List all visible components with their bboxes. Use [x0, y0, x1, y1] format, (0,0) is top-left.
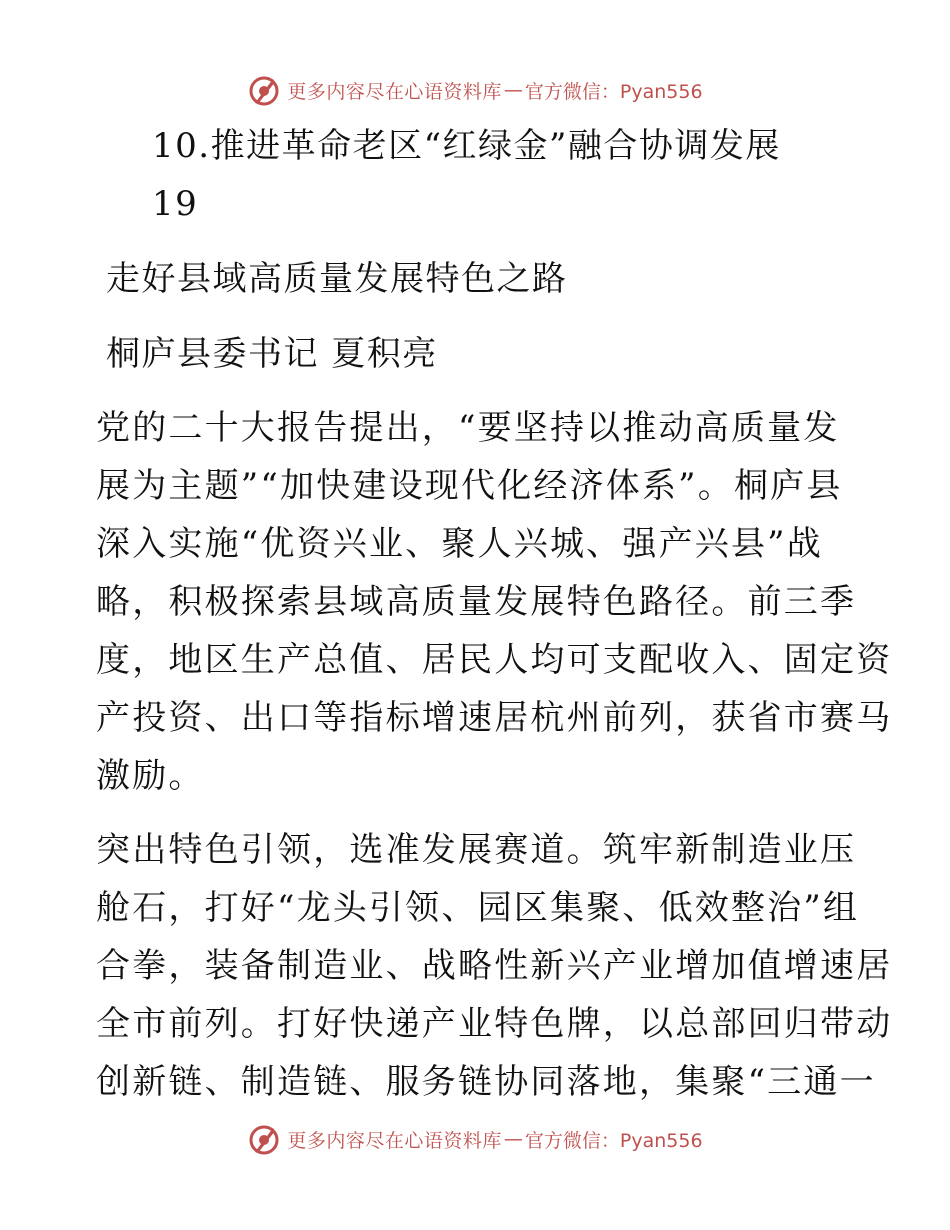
paragraph-line: 略，积极探索县域高质量发展特色路径。前三季: [96, 582, 857, 622]
paragraph-line: 突出特色引领，选准发展赛道。筑牢新制造业压: [96, 830, 857, 870]
paragraph-line: 激励。: [96, 756, 205, 796]
quill-logo-icon: [247, 73, 281, 107]
watermark-text: 更多内容尽在心语资料库: [287, 1129, 502, 1152]
watermark-header: [0, 70, 950, 110]
paragraph-line: 创新链、制造链、服务链协同落地，集聚“三通一: [96, 1062, 876, 1102]
watermark-wechat: 官方微信：Pyan556: [524, 80, 703, 103]
article-author: 桐庐县委书记 夏积亮: [106, 334, 438, 374]
paragraph-line: 产投资、出口等指标增速居杭州前列，获省市赛马: [96, 698, 893, 738]
watermark-footer: [0, 1119, 950, 1159]
watermark-dash: —: [503, 1128, 523, 1150]
paragraph-line: 度，地区生产总值、居民人均可支配收入、固定资: [96, 640, 893, 680]
toc-item-title: 10.推进革命老区“红绿金”融合协调发展: [152, 126, 781, 166]
watermark-dash: —: [503, 79, 523, 101]
paragraph-line: 全市前列。打好快递产业特色牌，以总部回归带动: [96, 1004, 893, 1044]
paragraph-line: 展为主题”“加快建设现代化经济体系”。桐庐县: [96, 466, 843, 506]
paragraph-line: 舱石，打好“龙头引领、园区集聚、低效整治”组: [96, 888, 860, 928]
watermark-wechat: 官方微信：Pyan556: [524, 1129, 703, 1152]
quill-logo-icon: [247, 1122, 281, 1156]
article-title: 走好县域高质量发展特色之路: [106, 259, 568, 299]
paragraph-line: 合拳，装备制造业、战略性新兴产业增加值增速居: [96, 946, 893, 986]
watermark-text: 更多内容尽在心语资料库: [287, 80, 502, 103]
paragraph-line: 深入实施“优资兴业、聚人兴城、强产兴县”战: [96, 524, 823, 564]
toc-item-page: 19: [152, 184, 199, 224]
paragraph-line: 党的二十大报告提出，“要坚持以推动高质量发: [96, 408, 840, 448]
